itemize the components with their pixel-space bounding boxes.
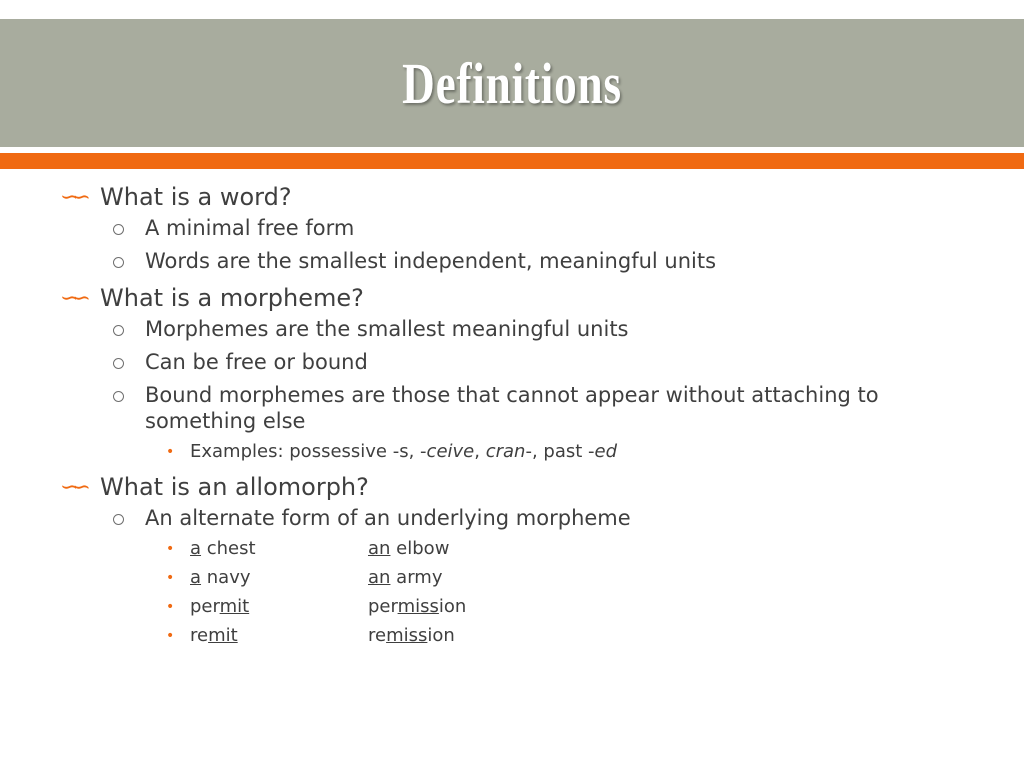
bullet-level1 <box>0 180 1024 214</box>
swirl-bullet-icon: ∽∽ <box>60 286 85 311</box>
slide-title: Definitions <box>402 50 622 116</box>
pair-right: an elbow <box>368 538 450 559</box>
allomorph-pair <box>0 567 1024 589</box>
bullet-level2 <box>0 382 1024 434</box>
dot-bullet-icon: • <box>166 570 175 586</box>
slide-content <box>0 180 1024 654</box>
bullet-level2 <box>0 248 1024 274</box>
dot-bullet-icon: • <box>166 599 175 615</box>
bullet-text: What is an allomorph? <box>100 473 369 501</box>
bullet-level1 <box>0 281 1024 315</box>
bullet-text: Can be free or bound <box>145 350 368 374</box>
swirl-bullet-icon: ∽∽ <box>60 185 85 210</box>
bullet-text: An alternate form of an underlying morpheme <box>145 506 631 530</box>
bullet-level2 <box>0 349 1024 375</box>
pair-right: permission <box>368 596 467 617</box>
circle-bullet-icon <box>113 358 124 369</box>
bullet-level2 <box>0 316 1024 342</box>
bullet-level3 <box>0 441 1024 463</box>
pair-right: an army <box>368 567 443 588</box>
pair-left: a chest <box>190 538 256 559</box>
pair-left: permit <box>190 596 250 617</box>
circle-bullet-icon <box>113 257 124 268</box>
bullet-text: Morphemes are the smallest meaningful units <box>145 317 629 341</box>
bullet-text: Bound morphemes are those that cannot appear without attaching to something else <box>145 383 879 433</box>
bullet-text: What is a word? <box>100 183 292 211</box>
dot-bullet-icon: • <box>166 444 175 460</box>
bullet-level2 <box>0 505 1024 531</box>
bullet-level2 <box>0 215 1024 241</box>
bullet-text: Words are the smallest independent, meaningful units <box>145 249 717 273</box>
circle-bullet-icon <box>113 514 124 525</box>
circle-bullet-icon <box>113 325 124 336</box>
bullet-text: A minimal free form <box>145 216 355 240</box>
allomorph-pair <box>0 538 1024 560</box>
pair-left: a navy <box>190 567 251 588</box>
allomorph-pair <box>0 596 1024 618</box>
pair-right: remission <box>368 625 455 646</box>
examples-text: Examples: possessive -s, -ceive, cran-, past -ed <box>190 441 617 462</box>
circle-bullet-icon <box>113 391 124 402</box>
dot-bullet-icon: • <box>166 628 175 644</box>
accent-band <box>0 153 1024 169</box>
bullet-text: What is a morpheme? <box>100 284 364 312</box>
title-band <box>0 19 1024 147</box>
circle-bullet-icon <box>113 224 124 235</box>
pair-left: remit <box>190 625 238 646</box>
swirl-bullet-icon: ∽∽ <box>60 475 85 500</box>
dot-bullet-icon: • <box>166 541 175 557</box>
allomorph-pair <box>0 625 1024 647</box>
bullet-level1 <box>0 470 1024 504</box>
